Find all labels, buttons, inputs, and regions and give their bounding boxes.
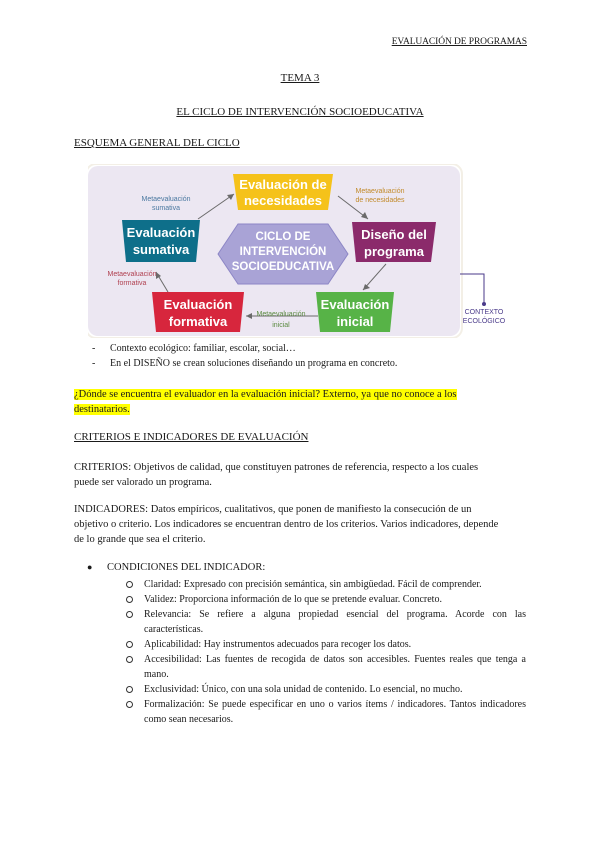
chapter-title: EL CICLO DE INTERVENCIÓN SOCIOEDUCATIVA (176, 106, 424, 118)
header-subject: EVALUACIÓN DE PROGRAMAS (391, 37, 527, 47)
meta-inicial-line2: inicial (272, 322, 290, 329)
ring-bullet-icon (126, 596, 133, 603)
node-inicial-line1: Evaluación (320, 297, 390, 312)
tema-title: TEMA 3 (280, 72, 320, 84)
context-label-line1: CONTEXTO (464, 309, 504, 316)
condicion-validez: Validez: Proporciona información de lo que se pretende evaluar. Concreto. (144, 594, 442, 605)
bullet-dot-icon: ● (87, 562, 93, 572)
ring-bullet-icon (126, 641, 133, 648)
condicion-exclusividad: Exclusividad: Único, con una sola unidad de contenido. Lo esencial, no mucho. (144, 684, 463, 695)
center-label-line2: INTERVENCIÓN (239, 246, 327, 258)
ring-bullet-icon (126, 611, 133, 618)
ring-bullet-icon (126, 701, 133, 708)
list-item (126, 607, 526, 637)
list-item (126, 637, 526, 652)
criterios-line1: CRITERIOS: Objetivos de calidad, que constituyen patrones de referencia, respecto a los cuales (74, 462, 479, 473)
condiciones-heading-text: CONDICIONES DEL INDICADOR: (107, 562, 266, 573)
context-bullet-list (92, 341, 397, 371)
meta-formativa-line1: Metaevaluación (107, 271, 157, 278)
center-label-line3: SOCIOEDUCATIVA (231, 261, 335, 273)
highlighted-question (74, 387, 526, 417)
section-heading-esquema: ESQUEMA GENERAL DEL CICLO (74, 137, 240, 149)
ring-bullet-icon (126, 581, 133, 588)
list-item (126, 682, 526, 697)
meta-sumativa-line1: Metaevaluación (141, 196, 191, 203)
node-diseno-line1: Diseño del (361, 227, 427, 242)
ring-bullet-icon (126, 686, 133, 693)
meta-inicial-line1: Metaevaluación (256, 311, 306, 318)
node-sumativa-line1: Evaluación (126, 225, 196, 240)
meta-formativa-line2: formativa (117, 280, 147, 287)
cycle-diagram (88, 164, 516, 338)
node-necesidades-line1: Evaluación de (239, 177, 327, 192)
section-heading-criterios: CRITERIOS E INDICADORES DE EVALUACIÓN (74, 431, 309, 443)
criterios-line2: puede ser valorado un programa. (74, 477, 212, 488)
ring-bullet-icon (126, 656, 133, 663)
center-label-line1: CICLO DE (255, 231, 311, 243)
list-item: - Contexto ecológico: familiar, escolar, social… (92, 341, 397, 356)
condicion-relevancia: Relevancia: Se refiere a alguna propiedad esencial del programa. Acorde con las características. (144, 609, 526, 635)
list-item: - En el DISEÑO se crean soluciones diseñando un programa en concreto. (92, 356, 397, 371)
highlight-line1: ¿Dónde se encuentra el evaluador en la evaluación inicial? Externo, ya que no conoce a los (74, 389, 457, 400)
indicadores-paragraph (74, 502, 526, 547)
condicion-accesibilidad: Accesibilidad: Las fuentes de recogida de datos son accesibles. Fuentes reales que tenga a mano. (144, 654, 526, 680)
criterios-paragraph (74, 460, 526, 490)
condicion-claridad: Claridad: Expresado con precisión semántica, sin ambigüedad. Fácil de comprender. (144, 579, 482, 590)
context-connector (460, 274, 484, 302)
highlight-line2: destinatarios. (74, 404, 130, 415)
list-item (126, 652, 526, 682)
condicion-aplicabilidad: Aplicabilidad: Hay instrumentos adecuados para recoger los datos. (144, 639, 412, 650)
list-item (126, 592, 526, 607)
meta-necesidades-line2: de necesidades (355, 197, 405, 204)
meta-sumativa-line2: sumativa (151, 205, 181, 212)
indicadores-line1: INDICADORES: Datos empíricos, cualitativos, que ponen de manifiesto la consecución de un (74, 504, 472, 515)
list-item (126, 577, 526, 592)
condiciones-list (126, 577, 526, 727)
indicadores-line2: objetivo o criterio. Los indicadores se encuentran dentro de los criterios. Varios indicadores, depende (74, 519, 499, 530)
node-necesidades-line2: necesidades (243, 193, 323, 208)
node-diseno-line2: programa (364, 244, 424, 259)
node-formativa-line1: Evaluación (163, 297, 233, 312)
condiciones-heading (87, 562, 265, 573)
meta-necesidades-line1: Metaevaluación (355, 188, 405, 195)
node-formativa-line2: formativa (168, 314, 228, 329)
node-inicial-line2: inicial (336, 314, 374, 329)
context-dot (482, 302, 486, 306)
condicion-formalizacion: Formalización: Se puede especificar en uno o varios ítems / indicadores. Tantos indicadores como sean necesarios. (144, 699, 526, 725)
node-sumativa-line2: sumativa (132, 242, 190, 257)
context-label-line2: ECOLÓGICO (462, 318, 506, 325)
indicadores-line3: de lo grande que sea el criterio. (74, 534, 206, 545)
list-item (126, 697, 526, 727)
